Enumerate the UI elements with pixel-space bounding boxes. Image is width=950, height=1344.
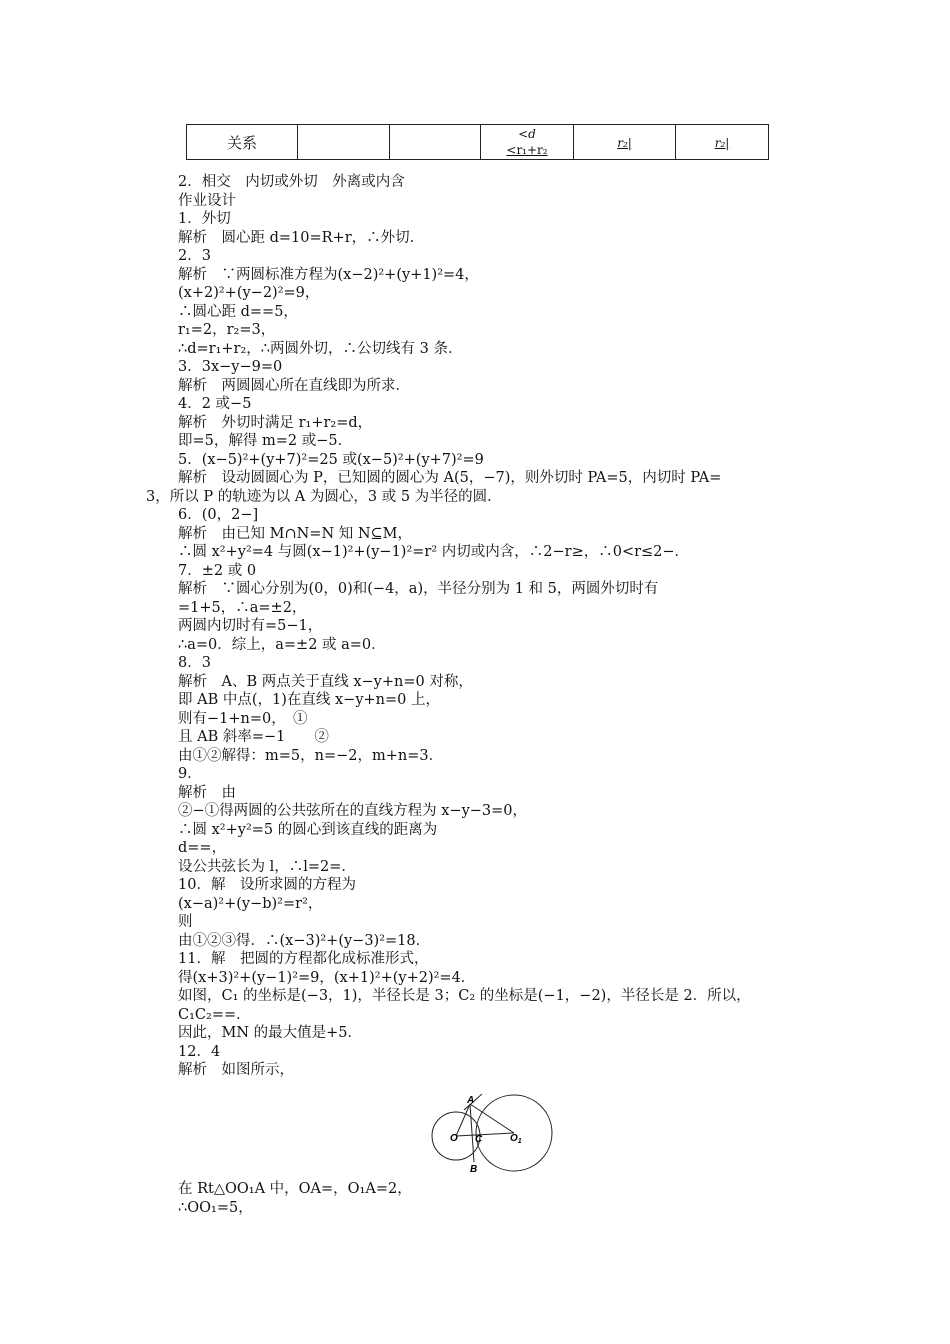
table-row: [187, 125, 769, 160]
text-line: 3．3x−y−9=0: [178, 359, 283, 375]
text-line: 3，所以 P 的轨迹为以 A 为圆心，3 或 5 为半径的圆．: [146, 488, 502, 505]
segment-o-o1: [456, 1133, 514, 1136]
text-line: 5．(x−5)²+(y+7)²=25 或(x−5)²+(y+7)²=9: [178, 451, 484, 468]
text-line: 如图，C₁ 的坐标是(−3，1)，半径长是 3；C₂ 的坐标是(−1，−2)，半径长是 2．所以，: [178, 988, 751, 1004]
solution-text-after-figure: [0, 1180, 950, 1217]
text-line: 9．: [178, 766, 202, 782]
text-line: 8．3: [178, 655, 211, 671]
text-line: 解析 A、B 两点关于直线 x−y+n=0 对称，: [178, 673, 473, 690]
text-line: ∴圆 x²+y²=4 与圆(x−1)²+(y−1)²=r² 内切或内含，∴2−r≥，∴0<r≤2−．: [178, 544, 690, 560]
text-line: 则有−1+n=0， ①: [178, 710, 308, 727]
text-line: 解析 如图所示，: [178, 1062, 294, 1078]
text-line: 由①②③得．∴(x−3)²+(y−3)²=18．: [178, 932, 431, 949]
text-line: 即 AB 中点(，1)在直线 x−y+n=0 上，: [178, 692, 440, 708]
text-line: 因此，MN 的最大值是+5．: [178, 1025, 363, 1041]
text-line: 解析 设动圆圆心为 P，已知圆的圆心为 A(5，−7)，则外切时 PA=5，内切时 PA=: [178, 470, 722, 486]
text-line: r₁=2，r₂=3，: [178, 322, 276, 338]
relation-table: [186, 124, 769, 160]
text-line: d==，: [178, 840, 227, 856]
label-b: B: [470, 1164, 478, 1172]
two-circles-figure: [430, 1088, 554, 1172]
text-line: ∴圆 x²+y²=5 的圆心到该直线的距离为: [178, 821, 438, 838]
label-c: C: [475, 1134, 483, 1145]
text-line: 得(x+3)²+(y−1)²=9，(x+1)²+(y+2)²=4．: [178, 969, 476, 986]
solution-text: [0, 173, 950, 1080]
table-cell-3-line-2: <r₁+r₂: [506, 143, 548, 157]
text-line: 4．2 或−5: [178, 396, 252, 412]
text-line: ②−①得两圆的公共弦所在的直线方程为 x−y−3=0，: [178, 803, 528, 819]
label-o1-letter: O: [510, 1133, 518, 1144]
label-o: O: [450, 1133, 458, 1144]
label-o1: [510, 1133, 522, 1145]
text-line: 2．3: [178, 248, 211, 264]
text-line: 在 Rt△OO₁A 中，OA=，O₁A=2，: [178, 1181, 412, 1197]
text-line: 作业设计: [178, 192, 236, 209]
text-line: C₁C₂==．: [178, 1006, 251, 1023]
text-line: 解析 由已知 M∩N=N 知 N⊆M，: [178, 525, 413, 542]
text-line: 1．外切: [178, 211, 231, 227]
table-cell-5-text: r₂|: [714, 136, 730, 150]
text-line: (x+2)²+(y−2)²=9，: [178, 285, 320, 301]
text-line: ∴d=r₁+r₂，∴两圆外切，∴公切线有 3 条．: [178, 340, 463, 357]
text-line: 解析 ∵两圆标准方程为(x−2)²+(y+1)²=4，: [178, 266, 479, 283]
text-line: (x−a)²+(y−b)²=r²，: [178, 895, 323, 912]
text-line: 12．4: [178, 1043, 221, 1060]
text-line: 2．相交 内切或外切 外离或内含: [178, 174, 405, 190]
text-line: 由①②解得：m=5，n=−2，m+n=3．: [178, 747, 444, 764]
text-line: ∴圆心距 d==5，: [178, 303, 298, 320]
table-cell-empty-2: [390, 125, 481, 160]
label-a: A: [467, 1095, 475, 1106]
table-cell-5: [676, 125, 769, 160]
text-line: 10．解 设所求圆的方程为: [178, 877, 356, 893]
text-line: 解析 ∵圆心分别为(0，0)和(−4，a)，半径分别为 1 和 5，两圆外切时有: [178, 581, 659, 597]
table-cell-4: [574, 125, 676, 160]
table-cell-3: [481, 125, 574, 160]
table-row-label: 关系: [187, 125, 298, 160]
segment-o-a: [456, 1104, 470, 1136]
text-line: 解析 外切时满足 r₁+r₂=d，: [178, 414, 373, 431]
text-line: 7．±2 或 0: [178, 562, 257, 579]
text-line: 6．(0，2−]: [178, 507, 259, 523]
text-line: 解析 由: [178, 784, 236, 801]
table-cell-3-line-1: <d: [518, 127, 536, 141]
text-line: 解析 圆心距 d=10=R+r，∴外切．: [178, 229, 425, 246]
text-line: 设公共弦长为 l，∴l=2=．: [178, 858, 356, 875]
label-o1-subscript: 1: [517, 1138, 522, 1145]
text-line: 且 AB 斜率=−1 ②: [178, 729, 329, 745]
text-line: =1+5，∴a=±2，: [178, 599, 307, 616]
text-line: 11．解 把圆的方程都化成标准形式，: [178, 951, 429, 967]
table-cell-4-text: r₂|: [617, 136, 632, 150]
table-cell-empty-1: [298, 125, 390, 160]
text-line: 解析 两圆圆心所在直线即为所求．: [178, 377, 410, 394]
text-line: ∴OO₁=5，: [178, 1199, 253, 1216]
text-line: 则: [178, 914, 193, 930]
text-line: 两圆内切时有=5−1，: [178, 618, 323, 634]
text-line: ∴a=0．综上，a=±2 或 a=0．: [178, 636, 386, 653]
text-line: 即=5，解得 m=2 或−5．: [178, 433, 353, 449]
